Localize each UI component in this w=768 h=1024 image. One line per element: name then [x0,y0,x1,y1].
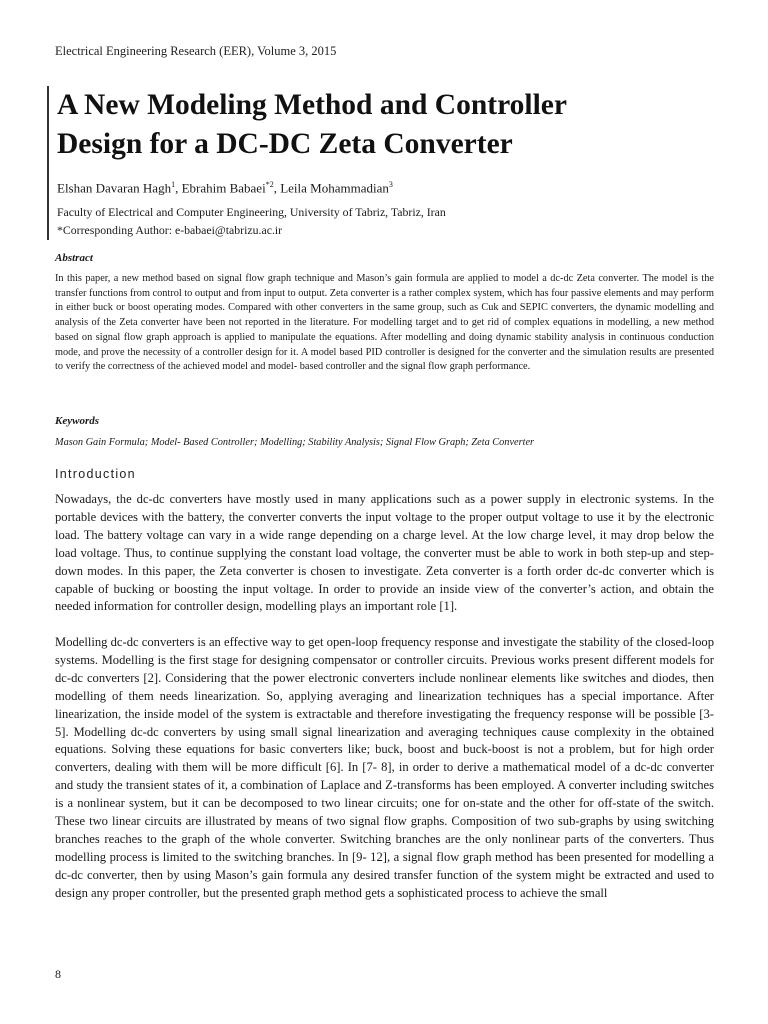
introduction-heading: Introduction [55,467,136,481]
journal-header: Electrical Engineering Research (EER), Volume 3, 2015 [55,44,337,58]
abstract-heading: Abstract [55,252,93,264]
abstract-text: In this paper, a new method based on signal flow graph technique and Mason’s gain formula are applied to model a dc-dc Zeta converter. The model is the transfer functions from control to output and from input to output. Zeta converter is a rather complex system, which has four passive elements and may perform in either buck or boost operating modes. Compared with other converters in the same group, such as Cuk and SEPIC converters, the dynamic modelling and analysis of the Zeta converter have been not reported in the literature. For modelling target and to get rid of complex equations in modelling, a new method based on signal flow graph approach is applied to manipulate the equations. After modelling and doing dynamic stability analysis in continuous conduction mode, and prove the necessity of a controller design for it. A model based PID controller is designed for the converter and the simulation results are presented to verify the correctness of the achieved model and model- based controller and the signal flow graph performance. [55,273,714,373]
title-line-1: A New Modeling Method and Controller [57,89,567,121]
author-name: Leila Mohammadian [280,180,389,196]
author-name: Elshan Davaran Hagh [57,180,172,196]
body-paragraph: Nowadays, the dc-dc converters have mostly used in many applications such as a power supply in electronic systems. In the portable devices with the battery, the converter converts the input voltage to the proper output voltage to use it by the electronic load. The battery voltage can vary in a wide range depending on a charge level. At the low charge level, it may drop below the load voltage. Thus, to continue supplying the constant load voltage, the converter must be able to work in both step-up and step-down modes. In this paper, the Zeta converter is chosen to investigate. Zeta converter is a forth order dc-dc converter which is capable of bucking or boosting the input voltage. In order to provide an inside view of the converter’s action, and obtain the needed information for controller design, modelling plays an important role [1]. [55,492,714,614]
author-name: Ebrahim Babaei [181,180,266,196]
author-separator: , [175,180,182,196]
title-block [47,86,737,240]
body-paragraph: Modelling dc-dc converters is an effective way to get open-loop frequency response and investigate the stability of the closed-loop systems. Modelling is the first stage for designing compensator or controller circuits. Previous works present different models for dc-dc converters [2]. Considering that the power electronic converters include nonlinear elements like switches and diodes, then modelling of them needs linearization. So, applying averaging and linearization techniques has a special importance. After linearization, the inside model of the system is extractable and therefore investigating the frequency response will be possible [3-5]. Modelling dc-dc converters by using small signal linearization and averaging techniques cause complexity in the obtained equations. Solving these equations for basic converters like; buck, boost and buck-boost is not a problem, but for high order converters, dealing with them will be more difficult [6]. In [7- 8], in order to derive a mathematical model of a dc-dc converter and study the transient states of it, a combination of Laplace and Z-transforms has been employed. A converter including switches is a nonlinear system, but it can be decomposed to two linear circuits; one for on-state and the other for off-state of the switch. These two linear circuits are illustrated by means of two signal flow graphs. Composition of two sub-graphs by using switching branches reaches to the graph of the whole converter. Switching branches are the only nonlinear parts of the converters. Thus modelling process is limited to the switching branches. In [9- 12], a signal flow graph method has been presented for modelling a dc-dc converter, then by using Mason’s gain formula any desired transfer function of the system might be extracted and used to design any proper controller, but the presented graph method gets a sophisticated process to achieve the small [55,635,714,900]
author-separator: , [273,180,281,196]
corresponding-author: *Corresponding Author: e-babaei@tabrizu.ac.ir [57,223,283,238]
page-number: 8 [55,967,61,981]
keywords-heading: Keywords [55,415,99,427]
title-line-2: Design for a DC-DC Zeta Converter [57,128,513,160]
author-affiliation-mark: 1 [171,180,176,189]
paper-title [57,86,737,164]
author-affiliation-mark: 3 [388,180,393,189]
keywords-text: Mason Gain Formula; Model- Based Controller; Modelling; Stability Analysis; Signal Flow Graph; Zeta Converter [55,437,535,448]
author-affiliation-mark: *2 [265,180,274,189]
author-list [57,176,737,197]
affiliation: Faculty of Electrical and Computer Engineering, University of Tabriz, Tabriz, Iran [57,205,446,220]
